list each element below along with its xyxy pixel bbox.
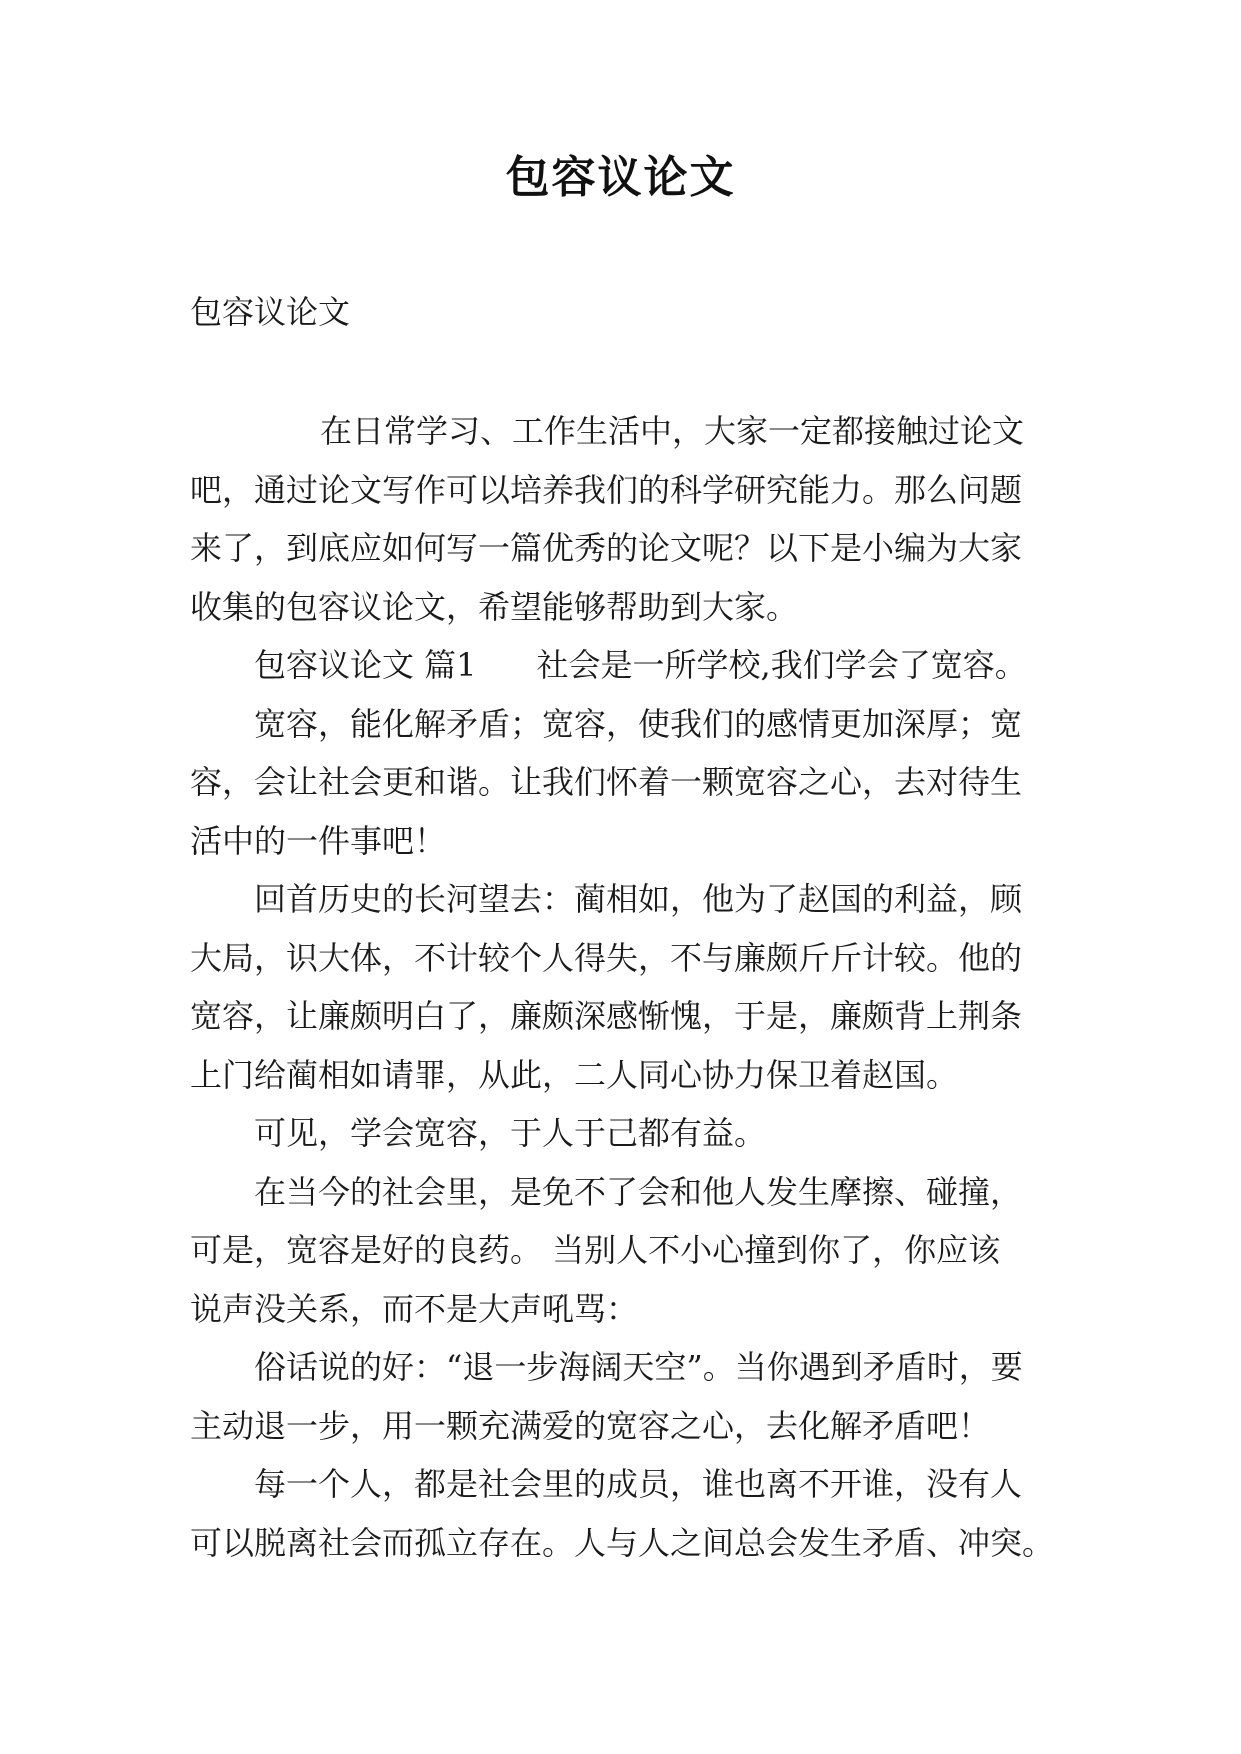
- paragraph-line: 大局，识大体，不计较个人得失，不与廉颇斤斤计较。他的: [190, 938, 1023, 977]
- paragraph-line: 活中的一件事吧！: [190, 821, 447, 860]
- paragraph-line: 宽容，让廉颇明白了，廉颇深感惭愧，于是，廉颇背上荆条: [190, 997, 1023, 1035]
- paragraph-line: 吧，通过论文写作可以培养我们的科学研究能力。那么问题: [190, 470, 1023, 509]
- paragraph-line: 上门给蔺相如请罪，从此，二人同心协力保卫着赵国。: [190, 1055, 959, 1094]
- paragraph-line: 容，会让社会更和谐。让我们怀着一颗宽容之心，去对待生: [190, 763, 1023, 801]
- paragraph-line: 在当今的社会里，是免不了会和他人发生摩擦、碰撞，: [254, 1172, 1023, 1211]
- paragraph-line: 主动退一步，用一颗充满爱的宽容之心，去化解矛盾吧！: [190, 1406, 991, 1445]
- paragraph-line: 每一个人，都是社会里的成员，谁也离不开谁，没有人: [254, 1465, 1023, 1503]
- paragraph-text: 社会是一所学校,我们学会了宽容。: [536, 646, 1027, 684]
- paragraph-line: 回首历史的长河望去：蔺相如，他为了赵国的利益，顾: [254, 880, 1023, 918]
- paragraph-line: 可以脱离社会而孤立存在。人与人之间总会发生矛盾、冲突。: [190, 1523, 1055, 1562]
- paragraph-line: 宽容，能化解矛盾；宽容，使我们的感情更加深厚；宽: [254, 704, 1023, 743]
- paragraph-line: 可见，学会宽容，于人于己都有益。: [254, 1114, 767, 1152]
- section-heading: 包容议论文 篇1: [254, 646, 477, 684]
- paragraph-line: 俗话说的好：“退一步海阔天空”。当你遇到矛盾时，要: [254, 1348, 1023, 1386]
- paragraph-line: 在日常学习、工作生活中，大家一定都接触过论文: [320, 412, 1025, 450]
- paragraph-line: 收集的包容议论文，希望能够帮助到大家。: [190, 587, 799, 626]
- section-heading-line: [190, 636, 1050, 695]
- document-title: 包容议论文: [505, 152, 736, 203]
- paragraph-line: 可是，宽容是好的良药。 当别人不小心撞到你了，你应该: [190, 1231, 1001, 1269]
- document-subtitle: 包容议论文: [190, 293, 351, 331]
- paragraph-line: 说声没关系，而不是大声吼骂：: [190, 1289, 639, 1328]
- paragraph-line: 来了，到底应如何写一篇优秀的论文呢？以下是小编为大家: [190, 529, 1023, 567]
- document-body: [190, 402, 1055, 1572]
